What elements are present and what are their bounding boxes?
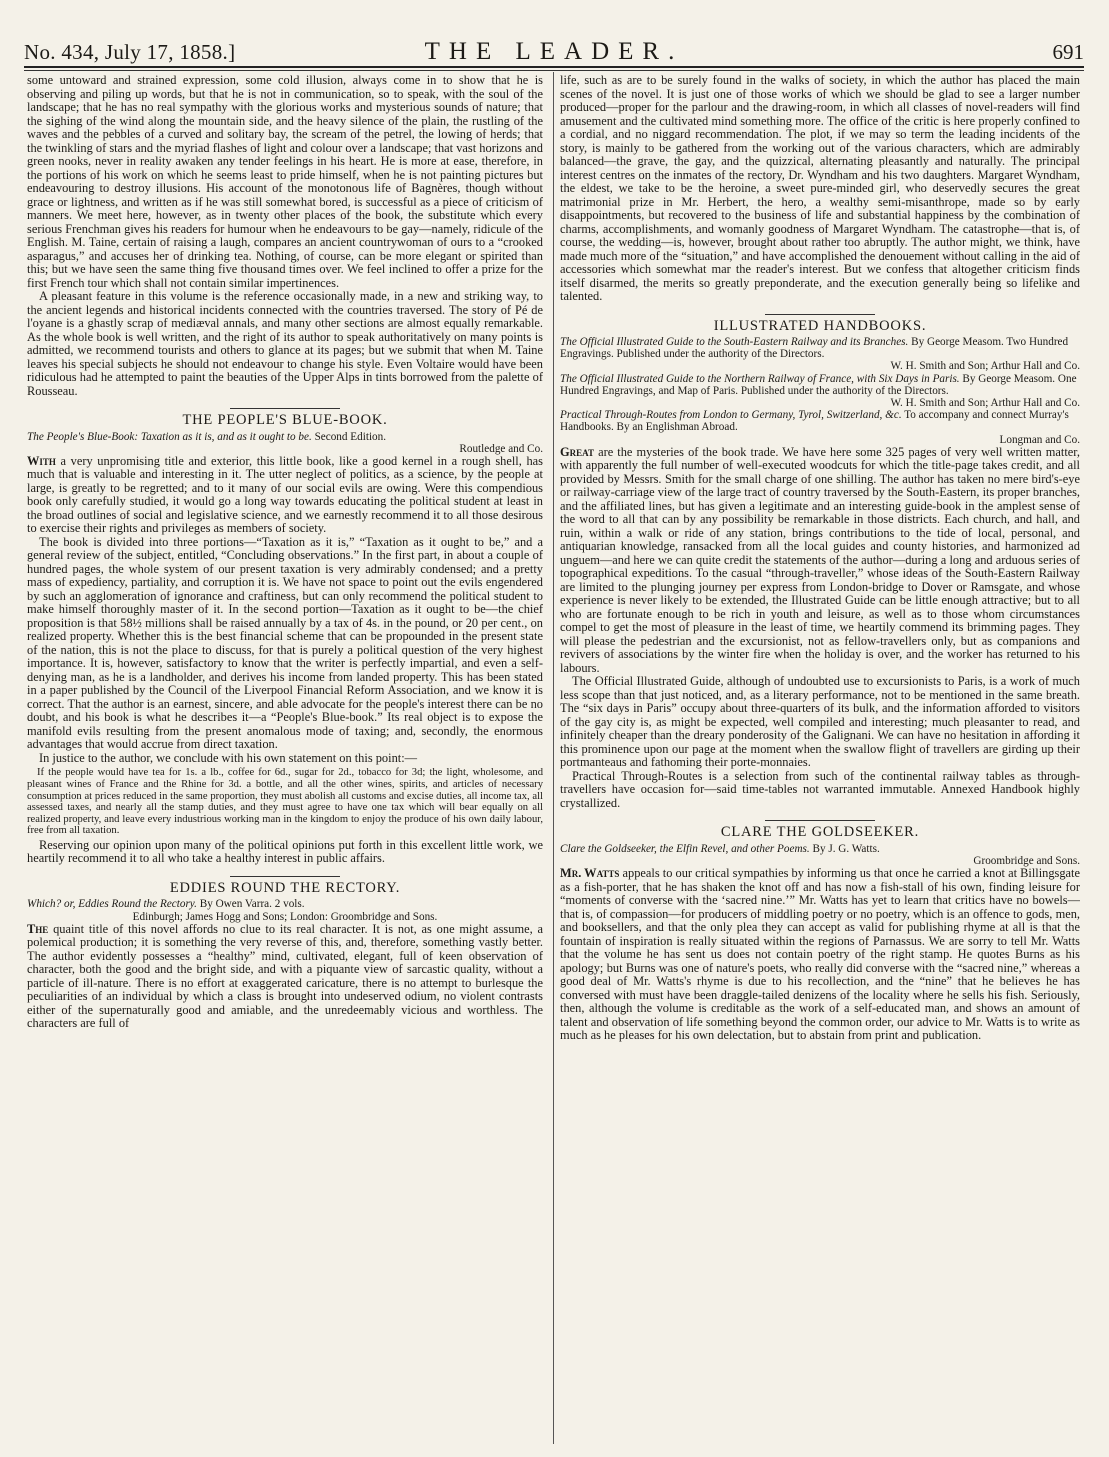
book-citation: Which? or, Eddies Round the Rectory. By Owen Varra. 2 vols. Edinburgh; James Hogg and Sons; London: Groombridge and Sons. (27, 898, 543, 922)
review-paragraph: Mr. Watts appeals to our critical sympathies by informing us that once he carried a knot at Billingsgate as a fish-porter, that he has shaken the knot off and has now a fish-stall of his own, finding leisure for “moments of converse with the ‘sacred nine.’” Mr. Watts has yet to learn that critics have no bowels—that is, of compassion—for producers of middling poetry or no poetry, which is an offence to gods, men, and booksellers, and that the only plea they can accept as valid for publishing rhyme at all is that the fountain of inspiration is really situated within the regions of Parnassus. We are sorry to tell Mr. Watts that the volume he has sent us does not contain poetry of the right stamp. He quotes Burns as his apology; but Burns was one of nature's poets, who really did converse with the “sacred nine,” whereas a good deal of Mr. Watts's rhyme is due to his recollection, and the “nine” that he believes he has conversed with must have been draggle-tailed denizens of the locality where he sells his fish. Seriously, then, although the volume is creditable as the work of a self-educated man, and shows an amount of talent and observation of life something beyond the common order, our advice to Mr. Watts is to write as much as he pleases for his own delectation, but to abstain from print and publication. (560, 866, 1080, 1043)
masthead (24, 36, 1084, 68)
book-citation: The Official Illustrated Guide to the South-Eastern Railway and its Branches. By George Measom. Two Hundred Engravings. Published under the authority of the Directors. W. H. Smith and Son; Arthur Hall and Co. The Official Illustrated Guide to the Northern Railway of France, with Six Days in Paris. By George Measom. One Hundred Engravings, and Map of Paris. Published under the authority of the Directors. W. H. Smith and Son; Arthur Hall and Co. Practical Through-Routes from London to Germany, Tyrol, Switzerland, &c. To accompany and connect Murray's Handbooks. By an Englishman Abroad. Longman and Co. (560, 336, 1080, 446)
block-quote: If the people would have tea for 1s. a lb., coffee for 6d., sugar for 2d., tobacco for 3d; the light, wholesome, and pleasant wines of France and the Rhine for 3d. a bottle, and all the other wines, spirits, and articles of necessary consumption at prices reduced in the same proportion, they must abolish all customs and excise duties, all income tax, all assessed taxes, and nearly all the stamp duties, and they must agree to have one tax which will bear equally on all realized property, and leave every industrious working man in the kingdom to enjoy the produce of his own daily labour, free from all taxation. (27, 767, 543, 837)
section-title-illustrated-handbooks: ILLUSTRATED HANDBOOKS. (713, 317, 927, 334)
book-title: The Official Illustrated Guide to the Northern Railway of France, with Six Days in Paris. (560, 372, 960, 385)
section-rule (230, 408, 340, 409)
lead-word: Mr. Watts (560, 866, 620, 881)
publisher: Groombridge and Sons. (973, 855, 1080, 868)
section-title-eddies: EDDIES ROUND THE RECTORY. (169, 879, 401, 896)
right-column (560, 74, 1080, 1446)
issue-date: No. 434, July 17, 1858.] (24, 40, 236, 64)
intro-paragraph: some untoward and strained expression, some cold illusion, always come in to show that he is observing and piling up words, but that he is not in communication, so to speak, with the soul of the landscape; that he has no real sympathy with the glorious works and mysterious sounds of nature; that the sighing of the wind along the mountain side, and the heavy silence of the plain, the rustling of the waves and the pebbles of a curved and solitary bay, the scream of the petrel, the lowing of herds; that the twinkling of stars and the myriad flashes of light and colour over a landscape; that vast horizons and green nooks, never in reality awaken any tender feelings in his heart. He is more at ease, therefore, in the portions of his work on which he seems least to pride himself, when he is not painting pictures but endeavouring to destroy illusions. His account of the monotonous life of Bagnères, though without grace or lightness, and written as if he was still somewhat bored, is successful as a piece of criticism of manners. We meet here, however, as in twenty other places of the book, the substitute which every serious Frenchman gives his readers for humour when he endeavours to be gay—namely, ridicule of the English. M. Taine, certain of raising a laugh, compares an ancient countrywoman of ours to a “crooked asparagus,” and accuses her of drinking tea. Nothing, of course, can be more elegant or spirited than this; but we have seen the same thing five thousand times over. We feel inclined to offer a prize for the first French tour which shall not contain similar impertinences. (27, 74, 543, 290)
review-paragraph: The book is divided into three portions—“Taxation as it is,” “Taxation as it ought to be,” and a general review of the subject, entitled, “Concluding observations.” In the first part, in about a couple of hundred pages, the whole system of our present taxation is very admirably condensed; and a pretty mass of expediency, partiality, and corruption it is. We have not space to point out the evils engendered by such an agglomeration of ignorance and craftiness, but can only recommend the political student to make himself thoroughly master of it. In the second portion—Taxation as it ought to be—the chief proposition is that 58½ millions shall be raised annually by a tax of 4s. in the pound, or 20 per cent., on realized property. Whether this is the best financial scheme that can be propounded in the present state of the nation, this is not the place to discuss, for that is purely a political question of the very highest importance. It is, however, satisfactory to know that the writer is perfectly impartial, and even a self-denying man, as he is a landholder, and derives his income from landed property. This has been stated in a paper published by the Council of the Liverpool Financial Reform Association, and we know it is correct. That the author is an earnest, sincere, and able advocate for the people's interest there can be no doubt, and his book is what he describes it—a “People's Blue-book.” Its real object is to expose the manifold evils resulting from the present anomalous mode of taxing; and, secondly, the enormous advantages that would accrue from direct taxation. (27, 534, 543, 752)
edition: Second Edition. (314, 430, 387, 443)
book-title: Practical Through-Routes from London to Germany, Tyrol, Switzerland, &c. (560, 409, 902, 422)
book-title: Clare the Goldseeker, the Elfin Revel, and other Poems. (560, 842, 810, 855)
section-rule (765, 314, 875, 315)
publisher: Longman and Co. (999, 433, 1080, 446)
review-paragraph: life, such as are to be surely found in the walks of society, in which the author has placed the main scenes of the novel. It is just one of those works of which we should be glad to see a larger number produced—proper for the parlour and the drawing-room, in which all classes of novel-readers will find amusement and the cultivated mind something more. The office of the critic is here properly confined to a cordial, and no niggard recommendation. The plot, if we may so term the leading incidents of the story, is mainly to be gathered from the working out of the various characters, which are admirably balanced—the grave, the gay, and the quizzical, alternating pleasantly and naturally. The principal interest centres on the inmates of the rectory, Dr. Wyndham and his two daughters. Margaret Wyndham, the eldest, we take to be the heroine, a sweet pure-minded girl, who deservedly secures the great matrimonial prize in Mr. Herbert, the hero, a wealthy semi-misanthrope, made so by early disappointments, but recovered to the business of life and substantial happiness by the combination of charms, accomplishments, and womanly goodness of Margaret Wyndham. The catastrophe—that is, of course, the wedding—is, however, brought about rather too abruptly. The author might, we think, have made much more of the “situation,” and have accomplished the denouement without calling in the aid of accessories which somewhat mar the reader's interest. But we confess that altogether criticism finds itself disarmed, the merits so greatly preponderate, and the execution generally being so lifelike and talented. (560, 74, 1080, 303)
newspaper-title: THE LEADER. (424, 38, 684, 65)
lead-word: With (27, 453, 56, 468)
book-title: The Official Illustrated Guide to the South-Eastern Railway and its Branches. (560, 336, 909, 348)
publisher: W. H. Smith and Son; Arthur Hall and Co. (890, 360, 1080, 373)
review-paragraph: The quaint title of this novel affords no clue to its real character. It is not, as one might assume, a polemical production; it is something the very reverse of this, and, therefore, something vastly better. The author evidently possesses a “healthy” mind, cultivated, elegant, full of keen observation of character, both the good and the bright side, and with a piquante view of sarcastic quality, without a particle of ill-nature. There is no effort at exaggerated caricature, there is no attempt to burlesque the peculiarities of an individual by which a class is brought into undeserved odium, no violent contrasts either of the supernaturally good and amiable, and the unredeemably vicious and worthless. The characters are full of (27, 921, 543, 1031)
section-title-peoples-blue-book: THE PEOPLE'S BLUE-BOOK. (182, 412, 388, 428)
lead-word: Great (560, 444, 594, 459)
section-rule (230, 876, 340, 877)
section-title-clare: CLARE THE GOLDSEEKER. (720, 824, 920, 841)
book-citation: Clare the Goldseeker, the Elfin Revel, and other Poems. By J. G. Watts. Groombridge and Sons. (560, 842, 1080, 868)
section-rule (765, 820, 875, 821)
review-paragraph: Great are the mysteries of the book trade. We have here some 325 pages of very well written matter, with apparently the full number of well-executed woodcuts for which the title-page takes credit, and all provided by Messrs. Smith for the small charge of one shilling. The author has taken no mere bird's-eye or railway-carriage view of the large tract of country traversed by the South-Eastern, its proper branches, and the affiliated lines, but has given a legitimate and an interesting guide-book in the amplest sense of the word to all that can by any possibility be remarkable in those districts. Each church, and hall, and ruin, within a walk or ride of any station, brings contributions to the tide of local, personal, and antiquarian knowledge, ransacked from all the local guides and county histories, and harmonized ad unguem—and here we can quite credit the statements of the author—during a long and arduous series of topographical expeditions. To the casual “through-traveller,” whose ideas of the South-Eastern Railway are limited to the plunging journey per express from London-bridge to Dover or Ramsgate, and whose experience is never likely to be extended, the Illustrated Guide can be little enough attractive; but to all who are fortunate enough to be rich in youth and leisure, as well as to those whom circumstances compel to get the most of pleasure in the least of time, we heartily commend its brimming pages. They will please the pedestrian and the excursionist, not as fellow-travellers only, but as companions and revivers of associations by the winter fire when the holiday is over, and the worker has returned to his labours. (560, 444, 1080, 675)
column-separator (553, 72, 554, 1444)
publisher: Routledge and Co. (459, 442, 543, 455)
book-title: The People's Blue-Book: Taxation as it is, and as it ought to be. (27, 430, 312, 443)
intro-paragraph: A pleasant feature in this volume is the reference occasionally made, in a new and striking way, to the ancient legends and historical incidents connected with the countries traversed. The story of Pé de l'oyane is a ghastly scrap of mediæval annals, and many other sections are almost equally remarkable. As the whole book is well written, and the right of its author to speak authoritatively on many points is admitted, we recommend tourists and others to glance at its pages; but we submit that when M. Taine leaves his special subjects he should not endeavour to change his style. Even Voltaire would have been ridiculous had he attempted to paint the beauties of the Upper Alps in tints borrowed from the palette of Rousseau. (27, 289, 543, 398)
masthead-rule (24, 70, 1084, 71)
review-paragraph: With a very unpromising title and exterior, this little book, like a good kernel in a rough shell, has much that is valuable and interesting in it. The utter neglect of politics, as a science, by the people at large, is greatly to be regretted; and to it many of our social evils are owing. Were this compendious book only carefully studied, it would go a long way towards educating the political student at least in the broad outlines of social and legislative science, and we earnestly recommend it to all those desirous to exercise their rights and privileges as members of society. (27, 453, 543, 536)
book-title: Which? or, Eddies Round the Rectory. (27, 898, 197, 911)
review-paragraph: Reserving our opinion upon many of the political opinions put forth in this excellent little work, we heartily recommend it to all who take a healthy interest in public affairs. (27, 837, 543, 866)
publisher: Edinburgh; James Hogg and Sons; London: Groombridge and Sons. (132, 910, 438, 923)
review-paragraph: In justice to the author, we conclude with his own statement on this point:— (39, 750, 418, 765)
page-number: 691 (1052, 40, 1084, 64)
review-paragraph: The Official Illustrated Guide, although of undoubted use to excursionists to Paris, is a work of much less scope than that just noticed, and, as a literary performance, not to be mentioned in the same breath. The “six days in Paris” occupy about three-quarters of its bulk, and the information afforded to visitors of the gay city is, as might be expected, well compiled and interesting; much pleasanter to read, and infinitely cheaper than the dreary ponderosity of the Galignani. We can have no hesitation in affording it this prominence upon our page at the moment when the swallow flight of travellers are girding up their portmanteaus and fathoming their porte-monnaies. (560, 674, 1080, 770)
review-paragraph: Practical Through-Routes is a selection from such of the continental railway tables as through-travellers have occasion for—said time-tables not warranted immutable. Annexed Handbook highly crystallized. (560, 768, 1080, 810)
book-citation (27, 431, 543, 455)
lead-word: The (27, 921, 49, 936)
publisher: W. H. Smith and Son; Arthur Hall and Co. (890, 397, 1080, 410)
left-column (27, 74, 543, 1446)
